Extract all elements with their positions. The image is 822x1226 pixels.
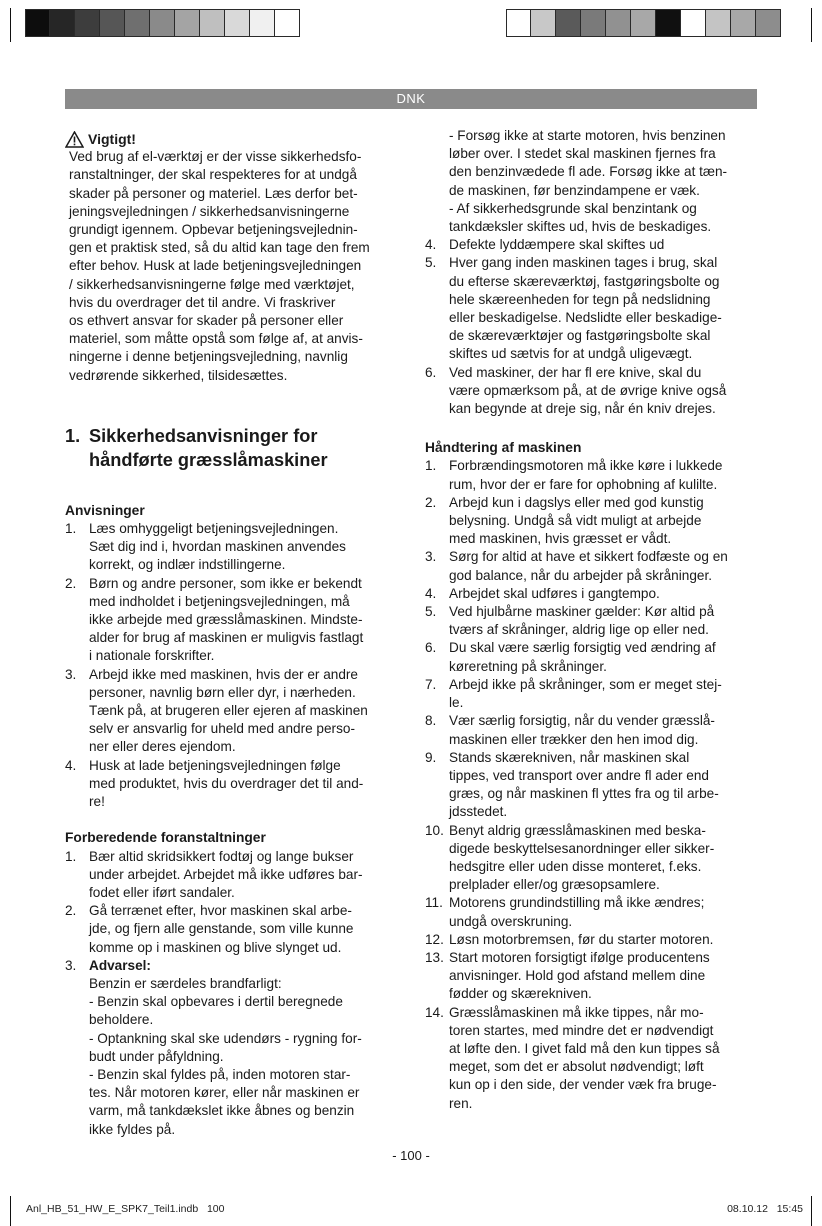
- text-line: belysning. Undgå så vidt muligt at arbejde: [449, 513, 702, 529]
- color-swatch: [631, 9, 656, 37]
- text-line: tværs af skråninger, aldrig lige op eller ned.: [449, 622, 709, 638]
- color-swatch: [150, 9, 175, 37]
- text-line: os ethvert ansvar for skader på personer eller: [69, 313, 344, 329]
- text-line: ren.: [449, 1095, 473, 1111]
- chapter-title-line2: håndførte græsslåmaskiner: [89, 449, 328, 470]
- text-line: Benyt aldrig græsslåmaskinen med beska-: [449, 822, 706, 838]
- text-line: hvis du overdrager det til andre. Vi fraskriver: [69, 294, 336, 310]
- list-item: [425, 1004, 765, 1113]
- text-line: undgå overskruning.: [449, 913, 573, 929]
- text-line: Arbejd ikke på skråninger, som er meget stej-: [449, 676, 722, 692]
- text-line: ningerne i denne betjeningsvejledning, navnlig: [69, 349, 348, 365]
- list-item: [425, 236, 765, 254]
- text-line: Vær særlig forsigtig, når du vender græsslå-: [449, 713, 715, 729]
- item-number: 5.: [425, 604, 437, 620]
- text-line: Stands skærekniven, når maskinen skal: [449, 749, 690, 765]
- text-line: komme op i maskinen og blive slynget ud.: [89, 939, 342, 955]
- text-line: Tænk på, at brugeren eller ejeren af maskinen: [89, 703, 368, 719]
- text-line: Gå terrænet efter, hvor maskinen skal arbe-: [89, 903, 352, 919]
- text-line: fodet eller iført sandaler.: [89, 884, 235, 900]
- text-line: grundigt igennem. Opbevar betjeningsvejlednin-: [69, 222, 358, 238]
- item-number: 4.: [425, 237, 437, 253]
- text-line: Arbejd ikke med maskinen, hvis der er andre: [89, 666, 358, 682]
- text-line: at løfte den. I givet fald må den kun tippes så: [449, 1040, 720, 1056]
- crop-mark-top-left: [10, 8, 11, 42]
- text-line: du efterse skæreværktøj, fastgøringsbolte og: [449, 273, 720, 289]
- text-line: den benzinvædede fl ade. Forsøg ikke at tæn-: [449, 164, 728, 180]
- text-line: Defekte lyddæmpere skal skiftes ud: [449, 237, 665, 253]
- text-line: beholdere.: [89, 1012, 154, 1028]
- text-line: toren startes, med mindre det er nødvendigt: [449, 1022, 714, 1038]
- item-number: 3.: [425, 549, 437, 565]
- text-line: - Af sikkerhedsgrunde skal benzintank og: [449, 200, 697, 216]
- color-swatch: [681, 9, 706, 37]
- color-swatch: [100, 9, 125, 37]
- list-item: [425, 254, 765, 363]
- text-line: tes. Når motoren kører, eller når maskinen er: [89, 1085, 360, 1101]
- text-line: være opmærksom på, at de øvrige knive også: [449, 382, 727, 398]
- color-swatch: [731, 9, 756, 37]
- page-number: - 100 -: [392, 1148, 430, 1163]
- item-number: 2.: [425, 494, 437, 510]
- text-line: alder for brug af maskinen er muligvis fastlagt: [89, 630, 364, 646]
- list-item: [425, 457, 765, 493]
- advarsel-title: Advarsel:: [89, 957, 151, 973]
- text-line: varm, må tankdækslet ikke åbnes og benzin: [89, 1103, 355, 1119]
- text-line: med maskinen, hvis græsset er vådt.: [449, 531, 672, 547]
- text-line: efter behov. Husk at lade betjeningsvejledningen: [69, 258, 362, 274]
- item-number: 6.: [425, 640, 437, 656]
- color-swatch: [706, 9, 731, 37]
- list-item: [425, 494, 765, 549]
- warning-title: Vigtigt!: [88, 131, 136, 147]
- warning-heading: [65, 130, 405, 148]
- section-header-bar: [65, 89, 757, 109]
- list-item: [425, 931, 765, 949]
- text-line: kun op i den side, der vender væk fra bruge-: [449, 1077, 717, 1093]
- text-line: digede beskyttelsesanordninger eller sikker-: [449, 840, 715, 856]
- text-line: skiftes ud sætvis for at undgå uligevægt.: [449, 346, 693, 362]
- color-swatch: [125, 9, 150, 37]
- list-item: [425, 585, 765, 603]
- warning-triangle-icon: [65, 131, 84, 148]
- list-item: [65, 757, 405, 812]
- text-line: meget, som det er absolut nødvendigt; løft: [449, 1059, 704, 1075]
- text-line: jdsstedet.: [449, 804, 508, 820]
- color-calibration-bar-left: [25, 9, 300, 37]
- text-line: rum, hvor der er fare for ophobning af kulilte.: [449, 476, 718, 492]
- text-line: ikke arbejde med græsslåmaskinen. Mindste-: [89, 612, 363, 628]
- list-item: [425, 894, 765, 930]
- text-line: Arbejdet skal udføres i gangtempo.: [449, 585, 660, 601]
- text-line: hele skæreenheden for tegn på nedslidning: [449, 291, 711, 307]
- text-line: jde, og fjern alle genstande, som ville kunne: [89, 921, 354, 937]
- text-line: korrekt, og indlær indstillingerne.: [89, 557, 286, 573]
- crop-mark-bottom-right: [811, 1196, 812, 1226]
- list-item: [425, 822, 765, 895]
- anvisninger-list: [65, 520, 405, 811]
- text-line: Sørg for altid at have et sikkert fodfæste og en: [449, 549, 728, 565]
- color-swatch: [200, 9, 225, 37]
- text-line: Ved maskiner, der har fl ere knive, skal du: [449, 364, 702, 380]
- text-line: Børn og andre personer, som ikke er bekendt: [89, 575, 362, 591]
- chapter-number: 1.: [65, 425, 81, 446]
- crop-mark-top-right: [811, 8, 812, 42]
- color-swatch: [656, 9, 681, 37]
- item-number: 13.: [425, 949, 444, 965]
- text-line: budt under påfyldning.: [89, 1048, 224, 1064]
- text-line: Græsslåmaskinen må ikke tippes, når mo-: [449, 1004, 704, 1020]
- text-line: vedrørende sikkerhed, tilsidesættes.: [69, 367, 288, 383]
- text-line: - Optankning skal ske udendørs - rygning for-: [89, 1030, 362, 1046]
- text-line: Ved hjulbårne maskiner gælder: Kør altid på: [449, 604, 715, 620]
- handtering-list: [425, 457, 765, 1112]
- text-line: maskinen eller trækker den hen imod dig.: [449, 731, 699, 747]
- text-line: re!: [89, 794, 105, 810]
- text-line: anvisninger. Hold god afstand mellem dine: [449, 968, 706, 984]
- text-line: personer, navnlig børn eller dyr, i nærheden.: [89, 684, 356, 700]
- list-item: [425, 712, 765, 748]
- list-item: [65, 520, 405, 575]
- text-line: i nationale forskrifter.: [89, 648, 215, 664]
- text-line: Motorens grundindstilling må ikke ændres;: [449, 895, 705, 911]
- color-swatch: [250, 9, 275, 37]
- list-item: [65, 575, 405, 666]
- item-number: 3.: [65, 666, 77, 682]
- list-item: [425, 364, 765, 419]
- list-item: [425, 639, 765, 675]
- text-line: under arbejdet. Arbejdet må ikke udføres bar-: [89, 866, 363, 882]
- text-line: Ved brug af el-værktøj er der visse sikkerhedsfo-: [69, 149, 362, 165]
- text-line: - Forsøg ikke at starte motoren, hvis benzinen: [449, 128, 726, 143]
- color-calibration-bar-right: [506, 9, 781, 37]
- text-line: Læs omhyggeligt betjeningsvejledningen.: [89, 521, 339, 537]
- item-number: 4.: [65, 757, 77, 773]
- text-line: ikke fyldes på.: [89, 1121, 176, 1137]
- text-line: køreretning på skråninger.: [449, 658, 607, 674]
- text-line: eller beskadigelse. Nedslidte eller beskadige-: [449, 310, 722, 326]
- item-number: 2.: [65, 575, 77, 591]
- text-line: selv er ansvarlig for uheld med andre perso-: [89, 721, 355, 737]
- left-column: [65, 130, 405, 1139]
- item-number: 9.: [425, 749, 437, 765]
- warning-body: [69, 148, 405, 385]
- item-number: 8.: [425, 713, 437, 729]
- color-swatch: [50, 9, 75, 37]
- right-column: [425, 127, 765, 1113]
- color-swatch: [756, 9, 781, 37]
- item-number: 7.: [425, 676, 437, 692]
- list-item: [425, 749, 765, 822]
- text-line: prelplader eller/og græsopsamlere.: [449, 877, 660, 893]
- chapter-heading: [65, 424, 405, 472]
- handtering-heading: Håndtering af maskinen: [425, 440, 582, 456]
- color-swatch: [531, 9, 556, 37]
- list-item: [425, 548, 765, 584]
- list-item: [425, 676, 765, 712]
- list-item: [65, 957, 405, 1139]
- advarsel-body: [89, 975, 405, 1139]
- advarsel-continuation: [425, 127, 765, 236]
- text-line: med produktet, hvis du overdrager det til and-: [89, 775, 364, 791]
- text-line: tippes, ved transport over andre fl ader end: [449, 767, 709, 783]
- text-line: løber over. I stedet skal maskinen fjernes fra: [449, 146, 716, 162]
- item-number: 14.: [425, 1004, 444, 1020]
- item-number: 4.: [425, 585, 437, 601]
- text-line: Bær altid skridsikkert fodtøj og lange bukser: [89, 848, 354, 864]
- forberedende-list-continued: [425, 236, 765, 418]
- text-line: - Benzin skal fyldes på, inden motoren star-: [89, 1066, 351, 1082]
- list-item: [65, 848, 405, 903]
- list-item: [65, 902, 405, 957]
- list-item: [425, 603, 765, 639]
- text-line: jeningsvejledningen / sikkerhedsanvisningerne: [69, 203, 350, 219]
- text-line: - Benzin skal opbevares i dertil beregnede: [89, 994, 343, 1010]
- item-number: 2.: [65, 903, 77, 919]
- item-number: 11.: [425, 895, 443, 911]
- text-line: med indholdet i betjeningsvejledningen, må: [89, 593, 350, 609]
- color-swatch: [25, 9, 50, 37]
- text-line: Hver gang inden maskinen tages i brug, skal: [449, 255, 718, 271]
- color-swatch: [175, 9, 200, 37]
- text-line: Du skal være særlig forsigtig ved ændring af: [449, 640, 716, 656]
- color-swatch: [581, 9, 606, 37]
- text-line: ranstaltninger, der skal respekteres for at undgå: [69, 167, 357, 183]
- color-swatch: [606, 9, 631, 37]
- item-number: 12.: [425, 931, 444, 947]
- color-swatch: [556, 9, 581, 37]
- text-line: tankdæksler skiftes ud, hvis de beskadiges.: [449, 219, 712, 235]
- item-number: 3.: [65, 957, 77, 973]
- footer-file-name: Anl_HB_51_HW_E_SPK7_Teil1.indb 100: [26, 1203, 225, 1215]
- text-line: materiel, som måtte opstå som følge af, at anvis-: [69, 331, 363, 347]
- item-number: 1.: [65, 521, 77, 537]
- item-number: 1.: [425, 458, 437, 474]
- forberedende-item-3-list: [65, 957, 405, 1139]
- text-line: hedsgitre eller uden disse monteret, f.eks.: [449, 858, 702, 874]
- forberedende-list: [65, 848, 405, 957]
- text-line: kan begynde at dreje sig, når én kniv drejes.: [449, 401, 716, 417]
- text-line: / sikkerhedsanvisningerne følge med værktøjet,: [69, 276, 355, 292]
- list-item: [425, 949, 765, 1004]
- text-line: god balance, når du arbejder på skråninger.: [449, 567, 712, 583]
- text-line: de maskinen, før benzindampene er væk.: [449, 182, 700, 198]
- anvisninger-heading: Anvisninger: [65, 502, 145, 518]
- footer-date-time: 08.10.12 15:45: [727, 1203, 803, 1215]
- color-swatch: [275, 9, 300, 37]
- text-line: gen et praktisk sted, så du altid kan tage den frem: [69, 240, 370, 256]
- item-number: 1.: [65, 848, 77, 864]
- text-line: de skæreværktøjer og fastgøringsbolte skal: [449, 328, 711, 344]
- text-line: Sæt dig ind i, hvordan maskinen anvendes: [89, 539, 346, 555]
- item-number: 10.: [425, 822, 444, 838]
- text-line: Løsn motorbremsen, før du starter motoren.: [449, 931, 714, 947]
- text-line: le.: [449, 695, 464, 711]
- color-swatch: [506, 9, 531, 37]
- crop-mark-bottom-left: [10, 1196, 11, 1226]
- text-line: fødder og skærekniven.: [449, 986, 592, 1002]
- text-line: ner eller deres ejendom.: [89, 739, 236, 755]
- item-number: 5.: [425, 255, 437, 271]
- forberedende-heading: Forberedende foranstaltninger: [65, 830, 266, 846]
- section-label: DNK: [396, 91, 426, 106]
- text-line: Start motoren forsigtigt ifølge producentens: [449, 949, 710, 965]
- text-line: Arbejd kun i dagslys eller med god kunstig: [449, 494, 704, 510]
- text-line: græs, og når maskinen fl yttes fra og til arbe-: [449, 786, 719, 802]
- color-swatch: [225, 9, 250, 37]
- text-line: Benzin er særdeles brandfarligt:: [89, 975, 282, 991]
- text-line: Forbrændingsmotoren må ikke køre i lukkede: [449, 458, 723, 474]
- color-swatch: [75, 9, 100, 37]
- chapter-title-line1: Sikkerhedsanvisninger for: [89, 425, 318, 446]
- text-line: skader på personer og materiel. Læs derfor bet-: [69, 185, 358, 201]
- list-item: [65, 666, 405, 757]
- item-number: 6.: [425, 364, 437, 380]
- text-line: Husk at lade betjeningsvejledningen følge: [89, 757, 341, 773]
